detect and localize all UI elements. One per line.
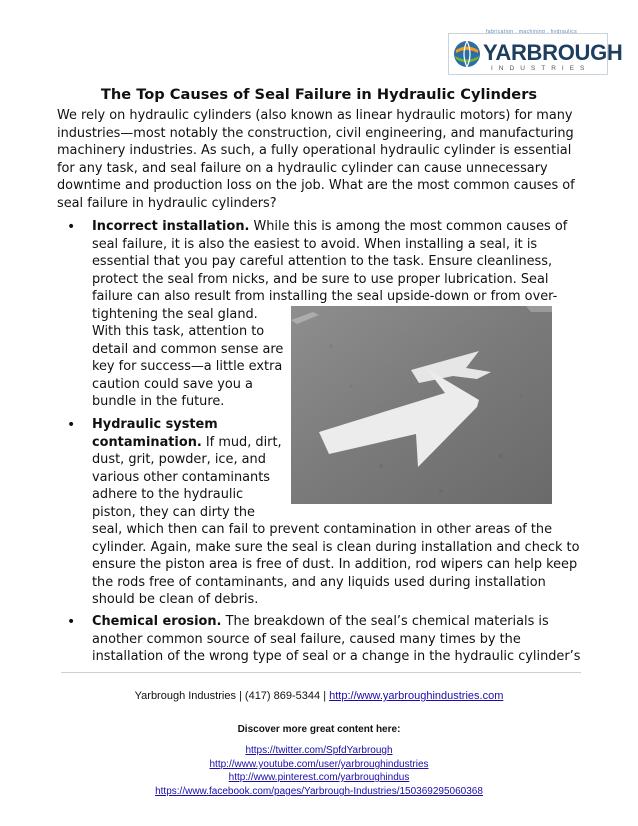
logo-subtitle: INDUSTRIES	[491, 65, 591, 72]
item-line: essential that you pay careful attention to the task. Ensure cleanliness,	[92, 254, 553, 269]
item-line: various other contaminants	[92, 469, 270, 485]
facebook-link[interactable]: https://www.facebook.com/pages/Yarbrough-Industries/150369295060368	[155, 786, 483, 797]
item-line: detail and common sense are	[92, 341, 284, 357]
item-line: failure can also result from installing the seal upside-down or from over-	[92, 289, 558, 304]
item-line: installation of the wrong type of seal or a change in the hydraulic cylinder’s	[92, 649, 581, 664]
logo-wordmark: YARBROUGH	[483, 40, 623, 65]
item-line: bundle in the future.	[92, 394, 225, 409]
item-line: ensure the piston area is free of dust. In addition, rod wipers can help keep	[92, 557, 578, 572]
globe-icon	[452, 39, 482, 69]
item-heading: contamination.	[92, 434, 202, 450]
list-item-chemical-erosion	[92, 613, 580, 666]
item-line: tightening the seal gland.	[92, 306, 258, 322]
website-link[interactable]: http://www.yarbroughindustries.com	[329, 690, 504, 702]
item-line: another common source of seal failure, caused many times by the	[92, 631, 521, 647]
pinterest-link[interactable]: http://www.pinterest.com/yarbroughindus	[228, 772, 410, 783]
document-title: The Top Causes of Seal Failure in Hydraulic Cylinders	[100, 86, 538, 103]
bullet-icon: •	[67, 219, 76, 235]
item-line: the rods free of contaminants, and any liquids used during installation	[92, 574, 546, 590]
footer-contact	[0, 690, 638, 702]
twitter-link[interactable]: https://twitter.com/SpfdYarbrough	[245, 745, 393, 756]
item-line: caution could save you a	[92, 376, 253, 392]
item-line: With this task, attention to	[92, 324, 265, 339]
item-line: While this is among the most common causes of	[249, 219, 568, 234]
footer-discover: Discover more great content here:	[237, 724, 401, 735]
bullet-icon: •	[67, 417, 76, 433]
item-line: seal failure, it is also the easiest to avoid. When installing a seal, it is	[92, 236, 538, 252]
logo-tagline: fabrication . machining . hydraulics	[486, 29, 578, 35]
item-line: The breakdown of the seal’s chemical materials is	[221, 614, 549, 629]
item-line: If mud, dirt,	[201, 434, 282, 450]
item-line: seal, which then can fail to prevent contamination in other areas of the	[92, 522, 553, 537]
item-line: protect the seal from nicks, and be sure to use proper lubrication. Seal	[92, 271, 549, 287]
item-line: key for success—a little extra	[92, 359, 283, 374]
item-line: cylinder. Again, make sure the seal is clean during installation and check to	[92, 539, 580, 555]
item-heading: Incorrect installation.	[92, 219, 250, 234]
item-line: piston, they can dirty the	[92, 504, 255, 520]
footer-company: Yarbrough Industries | (417) 869-5344 |	[134, 690, 330, 702]
item-line: dust, grit, powder, ice, and	[92, 452, 266, 467]
item-heading: Chemical erosion.	[92, 614, 222, 629]
item-heading: Hydraulic system	[92, 417, 218, 432]
item-line: adhere to the hydraulic	[92, 487, 244, 502]
company-logo	[448, 29, 623, 75]
logo-frame	[448, 33, 623, 75]
bullet-icon: •	[67, 614, 76, 630]
intro-paragraph: We rely on hydraulic cylinders (also known as linear hydraulic motors) for many industries—most notably the construction, civil engineering, and manufacturing machinery industries. As such, a fully operational hydraulic cylinder is essential for any task, and seal failure on a hydraulic cylinder can cause unnecessary downtime and production loss on the job. What are the most common causes of seal failure in hydraulic cylinders?	[57, 108, 575, 211]
youtube-link[interactable]: http://www.youtube.com/user/yarbroughindustries	[209, 759, 429, 770]
footer-divider	[61, 672, 581, 673]
list-item-contamination	[92, 416, 579, 609]
item-line: should be clean of debris.	[92, 592, 259, 607]
footer-link-facebook[interactable]	[0, 781, 638, 799]
